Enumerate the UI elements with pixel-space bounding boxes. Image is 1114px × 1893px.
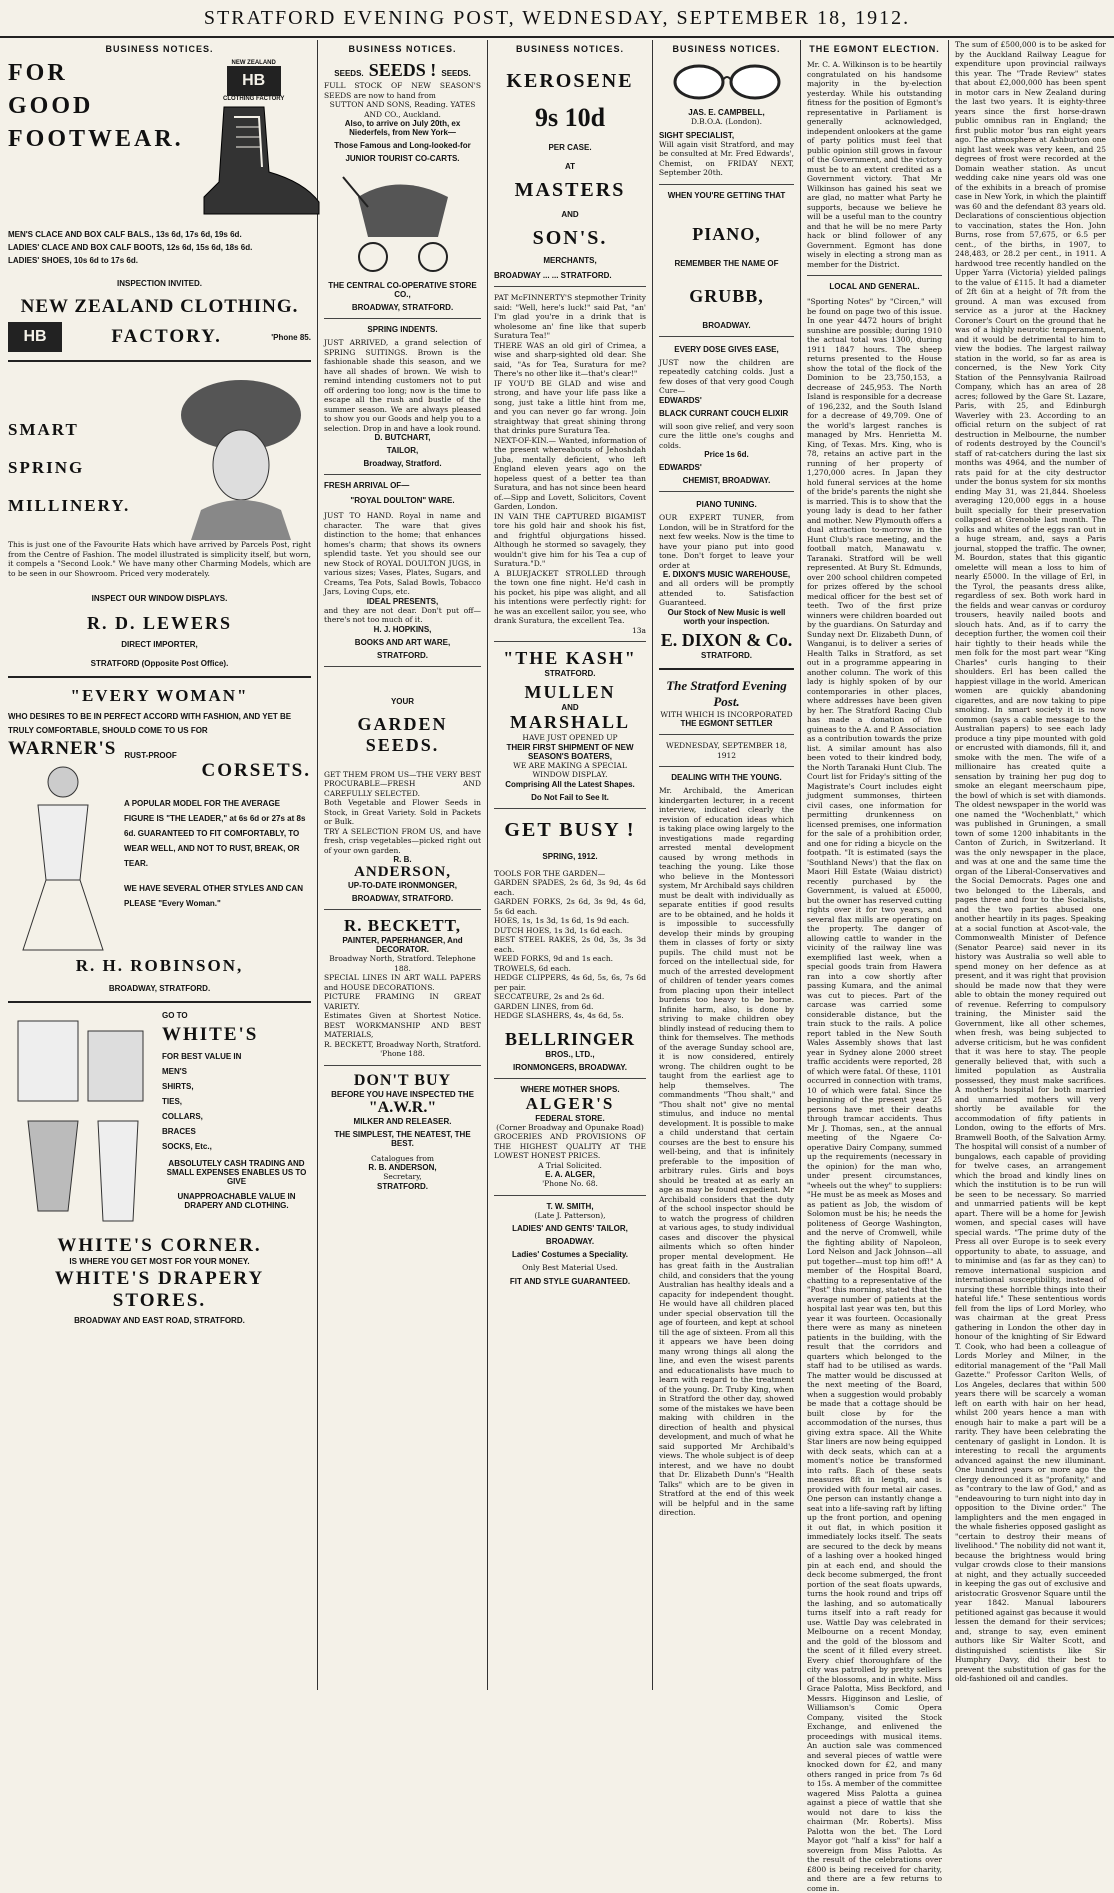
tw-smith: T. W. SMITH, <box>546 1201 594 1211</box>
best-material: Only Best Material Used. <box>522 1263 618 1272</box>
nz-clothing-heading: NEW ZEALAND CLOTHING. <box>20 296 299 317</box>
tool-item: HOES, 1s, 1s 3d, 1s 6d, 1s 9d each. <box>494 916 630 925</box>
column-1 <box>2 40 318 1690</box>
seeds-pre: SEEDS. <box>334 69 364 78</box>
seeds-heading: SEEDS ! <box>368 60 437 80</box>
comprising: Comprising All the Latest Shapes. <box>505 779 635 789</box>
issue-date: WEDNESDAY, SEPTEMBER 18, 1912 <box>665 741 787 760</box>
rb-anderson: R. B. ANDERSON, <box>368 1163 437 1172</box>
boot-illustration-icon <box>184 102 324 222</box>
royal-text: JUST TO HAND. Royal in name and character. The ware that gives distinction to the home; that enhances homes's charm; that shows its owners splendid taste. Yet you should see our new Stock of ROYAL DOULTON JUGS, in various sizes; Vases, Plates, Sugars, and Creams, Tea Pots, Salad Bowls, Tobacco Jars, Loving Cups, etc. <box>324 511 481 596</box>
tool-item: WEED FORKS, 9d and 1s each. <box>494 954 614 963</box>
get-busy: GET BUSY ! <box>504 818 636 841</box>
spring-1912: SPRING, 1912. <box>542 851 598 861</box>
sight-specialist: SIGHT SPECIALIST, <box>659 130 735 140</box>
ideal-text: and they are not dear. Don't put off—there's not too much of it. <box>324 605 481 624</box>
at: AT <box>564 162 576 171</box>
anderson-address: BROADWAY, STRATFORD. <box>351 894 454 903</box>
your: YOUR <box>390 696 415 706</box>
column-6 <box>949 40 1112 1690</box>
tuning-text: OUR EXPERT TUNER, from London, will be in Stratford for the next few weeks. Now is the time to have your piano put into good tone. Don't forget to leave your order at <box>659 513 794 570</box>
orders: and all orders will be promptly attended to. Satisfaction Guaranteed. <box>659 579 794 607</box>
pram-illustration-icon <box>338 167 468 277</box>
sight-text: Will again visit Stratford, and may be consulted at Mr. Fred Edwards', Chemist, on FRIDAY NEXT, September 20th. <box>659 139 794 177</box>
column-2 <box>318 40 488 1690</box>
spring-indents: SPRING INDENTS. <box>367 325 438 334</box>
and-2: AND <box>561 703 579 712</box>
chemist-broadway: CHEMIST, BROADWAY. <box>682 476 771 485</box>
cash-trading: ABSOLUTELY CASH TRADING AND SMALL EXPENSES ENABLES US TO GIVE <box>166 1159 307 1186</box>
item-men: MEN'S <box>162 1067 188 1076</box>
masthead: STRATFORD EVENING POST, WEDNESDAY, SEPTEMBER 18, 1912. <box>0 0 1114 38</box>
tool-item: TROWELS, 6d each. <box>494 963 571 973</box>
egmont-election-caption: THE EGMONT ELECTION. <box>809 44 940 54</box>
every-woman-heading: "EVERY WOMAN" <box>70 686 249 705</box>
painter: PAINTER, PAPERHANGER, And DECORATOR. <box>342 936 463 954</box>
corsets-heading: CORSETS. <box>201 760 311 781</box>
ideal-presents: IDEAL PRESENTS, <box>366 596 439 606</box>
smart-heading: SMART <box>8 420 79 439</box>
robinson-name: R. H. ROBINSON, <box>75 956 244 975</box>
column-4 <box>653 40 801 1690</box>
item-braces: BRACES <box>162 1127 196 1136</box>
campbell: JAS. E. CAMPBELL, <box>688 108 765 117</box>
seeds-text: FULL STOCK OF NEW SEASON'S SEEDS are now to hand from <box>324 81 481 100</box>
whites-heading: WHITE'S <box>162 1024 259 1045</box>
every-dose-text: JUST now the children are repeatedly catching colds. Just a few doses of that very good Cough Cure— <box>659 357 794 395</box>
business-notices-caption: BUSINESS NOTICES. <box>672 44 781 54</box>
dboa: D.B.O.A. (London). <box>690 117 762 126</box>
factory-heading: FACTORY. <box>111 326 222 347</box>
remember: REMEMBER THE NAME OF <box>674 258 779 268</box>
most-for-money: IS WHERE YOU GET MOST FOR YOUR MONEY. <box>69 1257 250 1266</box>
corset-text: A POPULAR MODEL FOR THE AVERAGE FIGURE IS "THE LEADER," at 6s 6d or 27s at 8s 6d. GUARANTEED TO FIT COMFORTABLY, TO WEAR WELL, AND NOT TO RUST, BREAK, OR TEAR. <box>124 799 306 868</box>
price: Price 1s 6d. <box>704 450 749 459</box>
lewers-name: R. D. LEWERS <box>86 613 233 633</box>
hb-logo: HB <box>227 66 281 96</box>
business-notices-caption: BUSINESS NOTICES. <box>515 44 624 54</box>
stock-music: Our Stock of New Music is well worth your inspection. <box>667 607 786 626</box>
kash-stratford: STRATFORD. <box>544 669 596 678</box>
hb-badge-top: NEW ZEALAND <box>231 60 276 66</box>
corner-broadway: (Corner Broadway and Opunake Road) <box>496 1122 644 1132</box>
egmont-settler: THE EGMONT SETTLER <box>680 719 773 728</box>
tool-item: GARDEN SPADES, 2s 6d, 3s 9d, 4s 6d each. <box>494 878 646 897</box>
dixon-co: E. DIXON & Co. <box>660 629 793 650</box>
edwards: EDWARDS' <box>659 395 702 405</box>
alger-phone: 'Phone No. 68. <box>542 1179 598 1188</box>
rb: R. B. <box>393 855 412 864</box>
sons: SON'S. <box>532 227 608 249</box>
where-mother-shops: WHERE MOTHER SHOPS. <box>520 1084 620 1094</box>
dixon-stratford: STRATFORD. <box>701 650 752 660</box>
robinson-address: BROADWAY, STRATFORD. <box>108 984 211 993</box>
dont-buy: DON'T BUY <box>353 1071 452 1089</box>
tools: TOOLS FOR THE GARDEN— <box>494 868 606 878</box>
bluejacket-ad: A BLUEJACKET STROLLED through the town one fine night. He'd cash in his pocket, his pipe was alight, and all his intentions were perfectly right: for he was an excellent sailor, you see, who drank Suratura, the excellent Tea. <box>494 568 646 625</box>
drapery-address: BROADWAY AND EAST ROAD, STRATFORD. <box>74 1316 245 1325</box>
spring-heading: SPRING <box>8 458 85 477</box>
pat-ad: PAT McFINNERTY'S stepmother Trinity said: "Well, here's luck!" said Pat, "an' I'm glad you're in a drink that is wholesome an' fine like that superb Suratura Tea!" <box>494 293 646 340</box>
anderson: ANDERSON, <box>354 864 451 880</box>
kerosene-price: 9s 10d <box>534 103 606 132</box>
central-address: BROADWAY, STRATFORD. <box>351 303 454 312</box>
if-you-ad: IF YOU'D BE GLAD and wise and strong, and have your life pass like a song, just take a little hint from me, and you can never go far wrong. Join straightway that great shining throng that drinks pure Suratura Tea. <box>494 378 646 435</box>
mullen: MULLEN <box>524 682 616 702</box>
royal-doulton: "ROYAL DOULTON" WARE. <box>350 496 455 505</box>
merchants: MERCHANTS, <box>543 256 597 265</box>
beckett-address: Broadway North, Stratford. Telephone 188. <box>329 954 476 973</box>
incorporated: WITH WHICH IS INCORPORATED <box>660 709 793 719</box>
masters: MASTERS <box>514 179 626 201</box>
kerosene: KEROSENE <box>506 70 634 92</box>
try-selection: TRY A SELECTION FROM US, and have fresh, crisp vegetables—picked right out of your own garden. <box>324 826 481 855</box>
shirts-collars-illustration-icon <box>8 1011 158 1231</box>
central-coop: THE CENTRAL CO-OPERATIVE STORE CO., <box>328 281 477 299</box>
broadway-stratford: BROADWAY ... ... STRATFORD. <box>494 271 612 280</box>
column-5 <box>801 40 949 1893</box>
seeds-post: SEEDS. <box>441 69 471 78</box>
dixon-warehouse: E. DIXON'S MUSIC WAREHOUSE, <box>662 570 791 579</box>
opened-up: HAVE JUST OPENED UP <box>522 733 618 742</box>
stratford: STRATFORD. <box>377 1181 428 1191</box>
business-notices-caption: BUSINESS NOTICES. <box>348 44 457 54</box>
every-dose: EVERY DOSE GIVES EASE, <box>674 344 779 354</box>
ladies-gents: LADIES' AND GENTS' TAILOR, <box>512 1224 628 1233</box>
costumes: Ladies' Costumes a Speciality. <box>511 1250 629 1259</box>
piano-tuning: PIANO TUNING. <box>696 500 757 509</box>
corset-text-2: WE HAVE SEVERAL OTHER STYLES AND CAN PLEASE "Every Woman." <box>124 884 303 908</box>
ironmonger: UP-TO-DATE IRONMONGER, <box>347 881 458 890</box>
lewers-address: STRATFORD (Opposite Post Office). <box>90 659 229 668</box>
tool-item: SECCATEURE, 2s and 2s 6d. <box>494 992 605 1001</box>
grubb: GRUBB, <box>689 285 764 306</box>
hb-badge-bottom: CLOTHING FACTORY <box>223 96 285 102</box>
when-getting: WHEN YOU'RE GETTING THAT <box>667 190 786 200</box>
garden-seeds: GARDEN SEEDS. <box>357 713 448 755</box>
catalogues: Catalogues from <box>371 1153 434 1163</box>
tool-item: HEDGE SLASHERS, 4s, 4s 6d, 5s. <box>494 1011 624 1020</box>
for-best-value: FOR BEST VALUE IN <box>162 1052 242 1061</box>
tool-item: DUTCH HOES, 1s 3d, 1s 6d each. <box>494 925 623 935</box>
there-was-ad: THERE WAS an old girl of Crimea, a wise and sharp-sighted old dear. She said, "As for Tea, Suratura for me? There's no other like it—that's clear!" <box>494 340 646 378</box>
tool-item: HEDGE CLIPPERS, 4s 6d, 5s, 6s, 7s 6d per pair. <box>494 973 646 992</box>
per-case: PER CASE. <box>548 143 592 152</box>
cocarts: JUNIOR TOURIST CO-CARTS. <box>345 154 460 163</box>
item-socks: SOCKS, Etc., <box>162 1142 212 1151</box>
warners-heading: WARNER'S <box>8 738 117 759</box>
sutton-yates: SUTTON AND SONS, Reading. YATES AND CO., Auckland. <box>329 100 476 119</box>
ref-13a: 13a <box>631 625 646 635</box>
hb-logo-small: HB <box>8 322 62 352</box>
millinery-text: This is just one of the Favourite Hats which have arrived by Parcels Post, right from the Centre of Fashion. The model illustrated is simplicity itself, but worn, it compels a "Second Look." We have many other Charming Models, which are to be seen in our Showroom. Priced very moderately. <box>8 540 311 578</box>
item-ties: TIES, <box>162 1097 183 1106</box>
local-text: "Sporting Notes" by "Circen," will be found on page two of this issue. In one year 4472 hours of bright sunshine are possible; during 1910 the actual total was 1300, during 1911 1847 hours. The sheep returns presented to the House show the total of the flock of the Dominion to be 23,750,153, a decrease of 245,953. The North Island is responsible for a decrease of 196,232, and the South Island for a decrease of 49,709. One of the world's largest ranches is managed by Mrs. Henrietta M. King, of Texas. Mrs. King, who is 78, retains an active part in the running of her property of 1,270,000 acres. In Japan they hold funeral services at the home of the bride's parents the night she is married. This is to show that the young lady is dead to her father and mother. New Plymouth offers a dual attraction to-morrow in the Hunt Club's race meeting, and the football match, Manawatu v. Taranaki. Stratford will be well represented. At Bury St. Edmunds, over 200 school children competed for prizes offered by the school medical officer for the best set of teeth. Two of the first prize winners were children boarded out by the guardians. On Saturday and Sunday next Dr. Elizabeth Dunn, of Wanganui, is to deliver a series of Health Talks in Stratford, as set out in a programme appearing in another column. The work of this lady is highly spoken of by our contemporaries in other places, where addresses have been given by her. The Stratford Racing Club has made a donation of five guineas to the A. and P. Association as a contribution towards the prize list. A similar amount has also been voted to their kindred body, the North Taranaki Hunt Club. The Court list for Friday's sitting of the Magistrate's Court includes eight judgment summonses, thirteen civil cases, one information for permitting drunkenness on licensed premises, one information for the sale of a prohibition order, and one for riding a bicycle on the footpath. "It is estimated (says the 'Southland News') that the flax on Maori Hill Estate (Waiau district) recently purchased by the Government, is valued at £5000, but the owner has reserved cutting rights over it for two years, and several flax mills are operating on the property. The danger of allowing cattle to wander in the vicinity of the railway line was exemplified last week, when a special goods train from Hawera ran into a cow shortly after passing Kumara, and the animal was cut to pieces. Part of the carcase was carried some considerable distance, but the train stuck to the rails. A police report tabled in the New South Wales Assembly shows that last year in Sydney alone 2000 street traffic accidents were reported, 28 of which were fatal. Of these, 1101 occurred in connection with trams, 10 of which were fatal. Since the beginning of the present year 25 persons have met their deaths through tramcar accidents. Thus Mr J. Thomas, sen., at the annual meeting of the Ngaere Co-operative Dairy Company, summed up the requirements (necessary in the opinion) for the man who, under present circumstances, "wheels out the whey" to suppliers: "He must be as meek as Moses and as patient as Job, the wisdom of Solomon must be his; he needs the politeness of George Washington, and the nerve of Cromwell, while the fighting ability of Napoleon, Lord Nelson and Jack Johnson—all put together—must top him off!" A member of the Hospital Board, chatting to a representative of the "Post" this morning, stated that the average number of patients at the hospital last year was ten, but this year it was fourteen. Occasionally there were as many as nineteen patients in the building, with the result that the corridors and quarters which belonged to the staff had to be utilised as wards. The matter would be discussed at the next meeting of the Board, when a suggestion would probably be made that a cottage should be built close by for the accommodation of the nurses, thus giving extra space. All the White Star liners are now being equipped with deck seats, which can at a moment's notice be transformed into rafts. Each of these seats measures 8ft in length, and is provided with four metal air cases. One person can instantly change a seat into a life-saving raft by lifting up the front portion, and opening it out flat, in which position it immediately locks itself. The seats are secured to the deck by means of a lashing over a hooked hinged pin at each end, and should the deck become submerged, the front portion of the seat floats upwards, turns the hook round and trips off the lashing, and so automatically turns itself into a raft ready for use. Wattle Day was celebrated in Melbourne on a recent Monday, and the gold of the blossom and the scent of it filled every street. Every chief thoroughfare of the city was patrolled by pretty sellers of the blossoms, and in white. Miss Grace Palotta, Miss Beckford, and Messrs. Higginson and Leslie, of Williamson's Comic Opera Company, visited the Stock Exchange, and enlivened the proceedings with musical items. An auction sale was commenced and several pieces of wattle were knocked down for £2, and many others ranged in price from 7s 6d to 15s. A member of the committee wagered Miss Palotta a guinea against a piece of wattle that she would not dare to kiss the chairman (Mr. Roberts). Miss Palotta won the bet. The Lord Mayor got "half a kiss" for half a sovereign from Miss Palotta. As the result of the celebrations over £800 is being received for charity, and there are a few returns to come in. <box>807 297 943 1893</box>
black-currant-text: will soon give relief, and very soon cure the little one's coughs and colds. <box>659 421 794 450</box>
groceries: GROCERIES AND PROVISIONS OF THE HIGHEST QUALITY AT THE LOWEST HONEST PRICES. <box>494 1132 646 1160</box>
simplest: THE SIMPLEST, THE NEATEST, THE BEST. <box>334 1129 471 1148</box>
awr: "A.W.R." <box>368 1098 437 1116</box>
tool-item: GARDEN LINES, from 6d. <box>494 1001 594 1011</box>
picture-framing: PICTURE FRAMING IN GREAT VARIETY. <box>324 992 481 1011</box>
edwards-2: EDWARDS' <box>659 463 702 472</box>
men-clace-line: MEN'S CLACE AND BOX CALF BALS., 13s 6d, 17s 6d, 19s 6d. <box>8 230 242 239</box>
late-patterson: (Late J. Patterson), <box>534 1210 606 1220</box>
footwear-heading-3: FOOTWEAR. <box>8 126 184 152</box>
milker: MILKER AND RELEASER. <box>353 1116 452 1126</box>
millinery-heading: MILLINERY. <box>8 496 131 515</box>
dealing-text: Mr. Archibald, the American kindergarten lecturer, in a recent interview, indicated clearly the revision of education ideas which is taking place owing largely to the investigations made regarding arrested mental development caused by wrong methods in teaching the young. Like those who believe in the Montessori system, Mr Archibald says children must be dealt with individually as separate entities if good results are to be obtained, and he holds it is impossible to successfully develop their minds by grouping them in classes of forty or sixty pupils. The child must not be forced on the intellectual side, for much of the arrested development of children of tender years comes from placing upon their intellect burdens too heavy to be borne. Infinite harm, also, is done by striving to make children obey blindly instead of reducing them to think for themselves. The methods of the average Sunday school are, it is now considered, entirely wrong. The children ought to be taught from the earliest age to help themselves. The commandments "Thou shalt," and "Thou shalt not" give no mental stimulus, and induce no mental development. It is possible to make a child understand that certain courses are the best to ensure his well-being, and that is infinitely preferable to the imposition of arbitrary rules. Girls and boys should be treated at as early an age as may be found expedient. Mr Archibald considers that the duty of the school inspector should be to watch the progress of children at various ages, to study individual cases and discover the physical ailments which so often hinder proper mental development. He has great faith in the Australian child, and considers that the young Australian has healthy ideals and a capacity for independent thought. He would have all children placed under special observation till the age of fourteen, and kept at school till the age of sixteen. From all this it appears we have been doing many wrong things all along the line, and even the wisest parents and educationalists have much to learn with regard to the treatment of the young. Dr. Truby King, when in Stratford the other day, showed some of the mistakes we have been making with children in the direction of health and physical development, and much of what he said supported Mr Archibald's views. The whole subject is of deep interest, and we have no doubt that Dr. Elizabeth Dunn's "Health Talks" which are to be given in Stratford at the end of this week will be helpful and in the same direction. <box>659 786 794 1517</box>
seeds-heading-row <box>324 60 481 81</box>
corset-lady-illustration-icon <box>8 760 118 950</box>
lewers-importer: DIRECT IMPORTER, <box>121 640 198 649</box>
first-shipment: THEIR FIRST SHIPMENT OF NEW SEASON'S BOATERS, <box>506 742 634 761</box>
news-items-text: The sum of £500,000 is to be asked for by the Auckland Railway League for expenditure upon provincial railways this year. The "Trade Review" states that about £2,000,000 has been spent in motor cars in New Zealand during the last two years. It is eighty-three years since the first horse-drawn public omnibus ran in England; the first public motor 'bus ran eight years ago. The atmosphere at Ashburton one night last week was very keen, and 25 degrees of frost were recorded at the Domain weather station. As uncut wedding cake nine years old was one of the exhibits in a breach of promise case in New York, in which the plaintiff was 60 and the defendant 83 years old. Declarations of conscientious objection to vaccination, states the Hon. John Burns, rose from 57,675, or 6.5 per cent., of the births, in 1907, to 248,483, or 28.2 per cent., in 1911. A hardwood tree recently handled on the Upper Yarra (Victoria) yielded palings to the value of £115. It had a diameter of 2ft 6in at a height of 7ft from the ground. A man was excused from service as a juror at the Hackney Coroner's Court on the ground that he was of a highly neurotic temperament, and it would be detrimental to him to view the bodies. The largest railway station in the world, so far as area is concerned, is the New York City Station of the Pennsylvania Railroad Company, which has an area of 28 acres; followed by the Gare St. Lazare, Paris, with 25, and Edinburgh Waverley with 23. According to an official return on the subject of rat destruction in Melbourne, the number of rodents destroyed by the Council's staff of rat-catchers during the last six months was 4964, and the number of rats paid for at the city destructor under the bonus system for six months ending May 31, was 21,844. Shoeless averaging 120,000 eggs in a house built specially for their preservation collapsed at Grenoble last month. The yolks and whites of the eggs ran out in a huge stream, and, says a Paris journal, stopped the traffic. The owner, M. Bourdon, states that this gigantic omelette will mean a loss to him of nearly £5000. In the village of Erl, in the Tyrol, the peasants dress alike, regardless of sex. Both work hard in the fields and wear canvas or corduroy trousers, heavily nailed boots and slouch hats. And, as if to carry the deception further, the women coil their hair tightly to their heads while the men folk for the most part wear "King Charles" curls hanging to their shoulders. Erl has been called the happiest village in the world. American women are quickly abandoning cigarettes, and are now taking to pipe smoking. In smart society it is now common (says a cable message to the Australian papers) to see each lady produce a tiny pipe mounted with gold or encrusted with diamonds, fill it, and smoke with the men. The wife of a millionaire has created quite a sensation by training her pug dog to smoke an elegant meerschaum pipe, the bowl of which is set with diamonds. The oldest newspaper in the world was one named the "Wochenblatt," which was published in Gruningen, a small town of some 1200 inhabitants in the Canton of Zurich, in Switzerland. It was the only newspaper in the place, and was at one and the same time the organ of the Liberal-Conservatives and the Social Democrats. Pages one and two belonged to the Liberals, and pages three and four to the Socialists, and the two parties abused one another heartily in its pages. Speaking at a social function at Ascot-vale, the Commonwealth Minister of Defence (Senator Pearce) said never in its history was Australia so well able to spend money on her defence as at present, and it was right that provision should be made now that they were able to obtain the money required out of revenue. Referring to compulsory training, the Minister said the Government, like all other schemes, when fresh, was being subjected to adverse criticism, but he was confident that it was here to stay. The people generally believed that, with such a limited population as Australia possessed, they must make sacrifices. A mother's hospital for both married and unmarried mothers will very shortly be available for the accommodation of fifty patients in London, owing to the efforts of Mrs. Bramwell Booth, of the Salvation Army. The hospital will consist of a number of bungalows, each capable of providing for twelve cases, an arrangement which the broad and kindly lines on which the institution is to be run will be seen to be necessary. So married and unmarried patients will be kept apart. There will be a home for Jewish women, and special cases will have special wards. "The prime duty of the Press all over Europe is to seek every opportunity to abate, to assuage, and to minimise and (as far as they can) to remove international suspicion and international susceptibility, instead of nursing these horrible things into their hateful life." These sententious words fell from the lips of Lord Morley, who was chairman at the great Press gathering in London the other day in honour of the knighting of Sir Edward T. Cook, who had been a colleague of Lords Morley and Milner, in the editorial management of the "Pall Mall Gazette." Professor Carlton Wells, of Los Angeles, declares that within 500 years there will be scarcely a woman left on earth with hair on her head, whilst 200 years hence a man with enough hair to make a part will be a rarity. They have been celebrating the centenary of gaslight in London. It is interesting to recall the arguments advanced against the new illuminant. One hundred years or more ago the clergy denounced it as "profanity," and as "contrary to the law of God," and as "endeavouring to turn night into day in opposition to the Divine order." The lamplighters and the men engaged in the whale fisheries opposed gaslight as "certain to destroy their means of livelihood." The nobility did not want it, because the brightness would bring vulgar crowds close to their mansions at night, and they actually succeeded in keeping the gas out of exclusive and aristocratic Grosvenor Square until the year 1842. Manual labourers petitioned against gas because it would lessen the demand for their services; and, strange to say, even eminent authors like Sir Walter Scott, and distinguished scientists like Sir Humphry Davy, did their best to prevent the substitution of gas for the old-fashioned oil and candles. <box>955 40 1106 1683</box>
fresh-arrival: FRESH ARRIVAL OF— <box>324 481 410 490</box>
hopkins-books: BOOKS AND ART WARE, <box>354 637 451 647</box>
local-general: LOCAL AND GENERAL. <box>829 282 920 291</box>
famous-text: Those Famous and Long-looked-for <box>334 141 471 150</box>
spring-text: JUST ARRIVED, a grand selection of SPRING SUITINGS. Brown is the fashionable shade this season, and we have all shades of brown. We wish to remind intending customers not to put off ordering too long; now is the time to escape all the rush and bustle of the summer season. We are always pleased to show you our Goods and help you to a selection. Drop in and have a look round. <box>324 338 481 433</box>
whites-drapery: WHITE'S DRAPERY STORES. <box>54 1268 265 1311</box>
the-kash: "THE KASH" <box>503 648 637 668</box>
grubb-broadway: BROADWAY. <box>702 320 751 330</box>
algers: ALGER'S <box>525 1093 615 1113</box>
in-vain-ad: IN VAIN THE CAPTURED BIGAMIST tore his gold hair and shook his fist, and frightful objurgations hissed. Although he stormed so savagely, they wouldn't give him for his Tea a cup of Suratura."D." <box>494 511 646 568</box>
whites-corner: WHITE'S CORNER. <box>57 1235 262 1256</box>
marshall: MARSHALL <box>509 712 630 732</box>
tool-item: BEST STEEL RAKES, 2s 0d, 3s, 3s 3d each. <box>494 935 646 954</box>
smith-broadway: BROADWAY. <box>545 1237 595 1246</box>
business-notices-caption: BUSINESS NOTICES. <box>105 44 214 54</box>
secretary: Secretary, <box>383 1172 422 1181</box>
window-display: WE ARE MAKING A SPECIAL WINDOW DISPLAY. <box>513 760 627 779</box>
both-veg: Both Vegetable and Flower Seeds in Stock, in Great Variety. Sold in Packets or Bulk. <box>324 798 481 826</box>
butchart-address: Broadway, Stratford. <box>363 459 442 468</box>
hat-lady-illustration-icon <box>171 370 311 540</box>
butchart-tailor: TAILOR, <box>386 446 419 455</box>
fit-style: FIT AND STYLE GUARANTEED. <box>509 1276 631 1286</box>
spectacles-icon <box>667 60 787 104</box>
piano: PIANO, <box>692 223 761 244</box>
election-text: Mr. C. A. Wilkinson is to be heartily congratulated on his handsome majority in the by-election yesterday. While his outstanding fitness for the position of Egmont's representative in Parliament is generally acknowledged, independent onlookers at the game of party politics must feel that public opinion still grows in favour of the Government, and the victory must be to an extent credited as a Government victory. That Mr Wilkinson has gained his seat we are glad, no matter what Party he supports, because we believe he will be a useful man to the country and that he will be no mere Party hack or blind follower of any Government. Egmont has done wisely in electing a strong man as member for the District. <box>807 60 942 269</box>
trial-solicited: A Trial Solicited. <box>538 1160 602 1170</box>
bros-ltd: BROS., LTD., <box>545 1049 595 1059</box>
federal-store: FEDERAL STORE. <box>535 1113 605 1123</box>
get-them: GET THEM FROM US—THE VERY BEST PROCURABLE—FRESH AND CAREFULLY SELECTED. <box>324 769 481 798</box>
paper-title: The Stratford Evening Post. <box>666 677 787 709</box>
ladies-clace-line: LADIES' CLACE AND BOX CALF BOOTS, 12s 6d, 15s 6d, 18s 6d. <box>8 243 253 252</box>
beckett-footer: R. BECKETT, Broadway North, Stratford. 'Phone 188. <box>324 1039 481 1058</box>
next-of-kin-ad: NEXT-OF-KIN.— Wanted, information of the present whereabouts of Jehoshdah Juba, mentally deficient, who left England eleven years ago on the hopeless quest of a better tea than Suratura, and has not since been heard of.—Sipp and Lovett, Solicitors, Covent Garden, London. <box>494 435 646 511</box>
estimates: Estimates Given at Shortest Notice. BEST WORKMANSHIP AND BEST MATERIALS, <box>324 1011 481 1039</box>
tool-item: GARDEN FORKS, 2s 6d, 3s 9d, 4s 6d, 5s 6d each. <box>494 897 646 916</box>
item-collars: COLLARS, <box>162 1112 203 1121</box>
every-woman-text: WHO DESIRES TO BE IN PERFECT ACCORD WITH FASHION, AND YET BE TRULY COMFORTABLE, SHOULD COME TO US FOR <box>8 712 292 735</box>
footwear-heading-2: GOOD <box>8 93 94 119</box>
rust-proof: RUST-PROOF <box>124 751 177 760</box>
arrive-text: Also, to arrive on July 20th, ex Niederfels, from New York— <box>344 119 461 137</box>
special-lines: SPECIAL LINES IN ART WALL PAPERS and HOUSE DECORATIONS. <box>324 973 481 992</box>
dealing-young: DEALING WITH THE YOUNG. <box>671 773 782 782</box>
bellringer: BELLRINGER <box>504 1028 636 1049</box>
item-shirts: SHIRTS, <box>162 1082 194 1091</box>
factory-phone: 'Phone 85. <box>271 332 311 342</box>
inspect-windows: INSPECT OUR WINDOW DISPLAYS. <box>91 594 228 603</box>
and: AND <box>561 210 579 219</box>
butchart-name: D. BUTCHART, <box>374 433 431 442</box>
goto: GO TO <box>162 1011 188 1020</box>
hopkins-address: STRATFORD. <box>377 650 428 660</box>
beckett: R. BECKETT, <box>344 916 461 935</box>
hopkins-name: H. J. HOPKINS, <box>373 624 432 634</box>
unapproachable: UNAPPROACHABLE VALUE IN DRAPERY AND CLOTHING. <box>177 1192 296 1210</box>
ironmongers: IRONMONGERS, BROADWAY. <box>513 1062 627 1072</box>
column-3 <box>488 40 653 1690</box>
before-inspected: BEFORE YOU HAVE INSPECTED THE <box>331 1089 474 1099</box>
footwear-heading-1: FOR <box>8 60 68 86</box>
black-currant: BLACK CURRANT COUCH ELIXIR <box>659 408 789 418</box>
inspection-invited: INSPECTION INVITED. <box>117 279 202 288</box>
ladies-shoes-line: LADIES' SHOES, 10s 6d to 17s 6d. <box>8 256 138 265</box>
ea-alger: E. A. ALGER, <box>545 1170 595 1179</box>
do-not-fail: Do Not Fail to See It. <box>531 792 609 802</box>
